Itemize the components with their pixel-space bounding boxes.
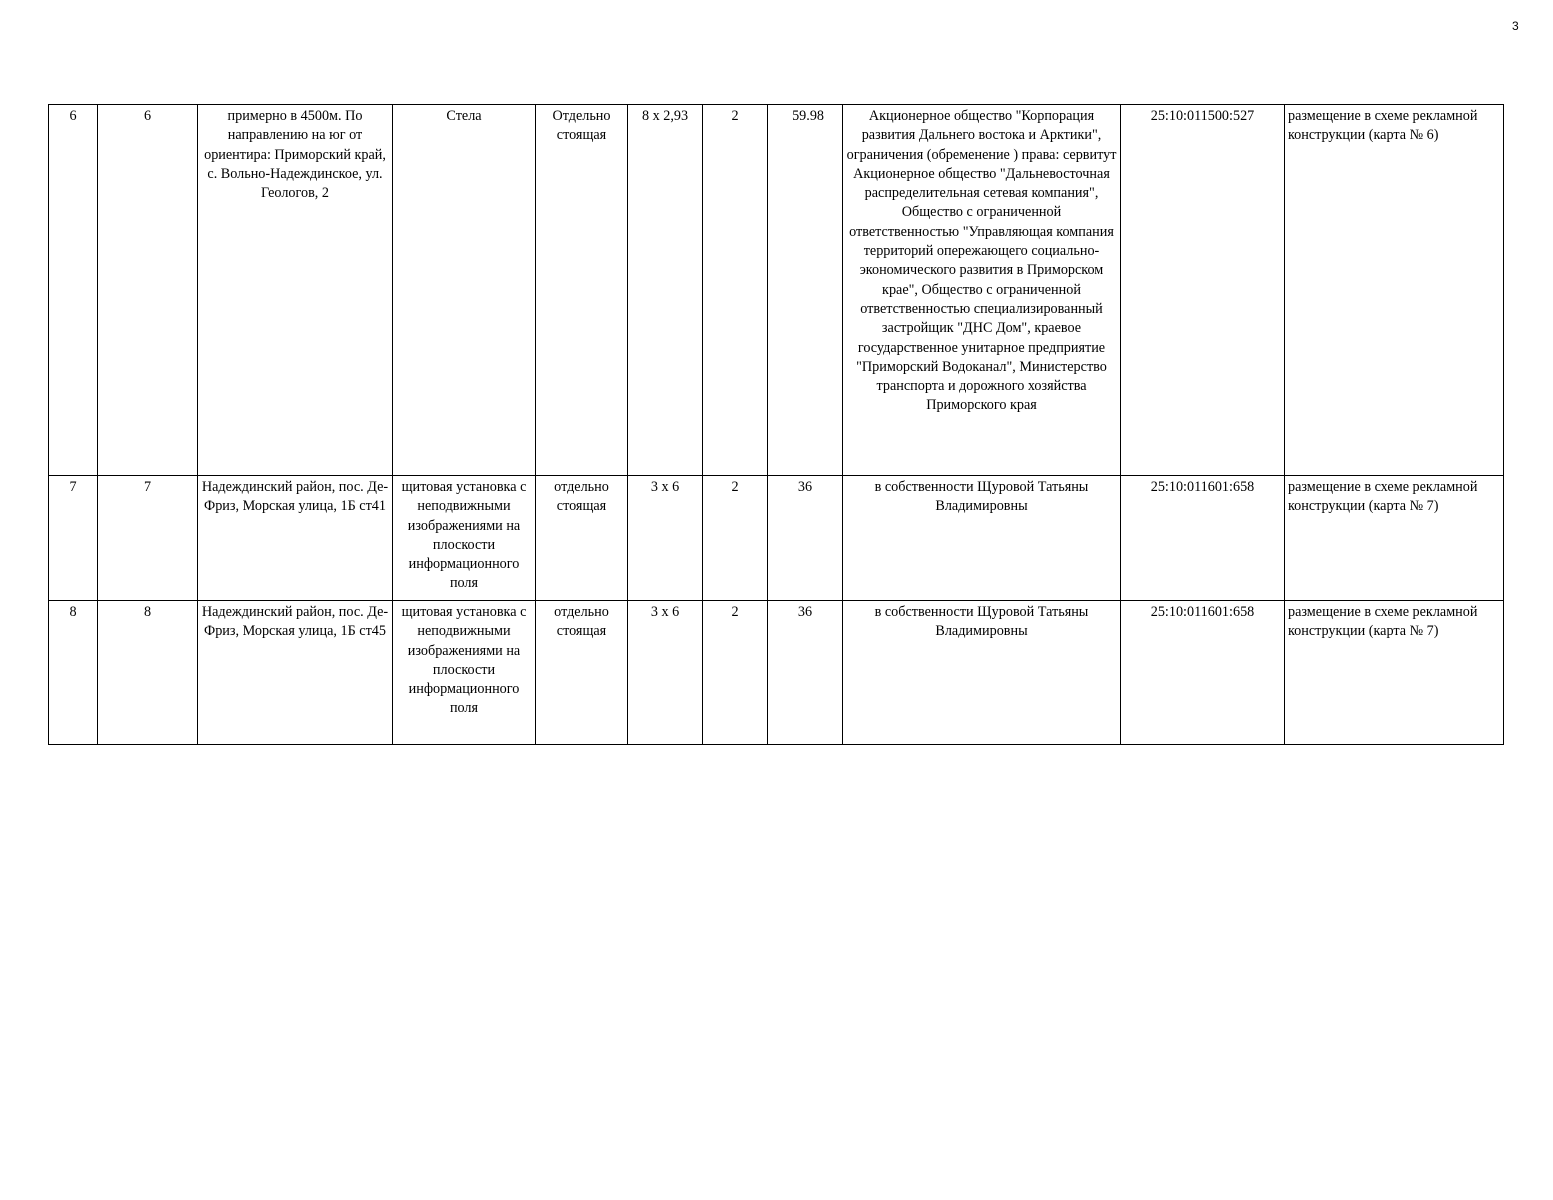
- address-cell: примерно в 4500м. По направлению на юг от ориентира: Приморский край, с. Вольно-Надеждинское, ул. Геологов, 2: [198, 105, 393, 476]
- row-number-cell: 8: [49, 601, 98, 745]
- owner-cell: в собственности Щуровой Татьяны Владимировны: [843, 601, 1121, 745]
- table-row: [49, 476, 1504, 601]
- cadastral-number-cell: 25:10:011601:658: [1121, 476, 1285, 601]
- owner-cell: Акционерное общество "Корпорация развития Дальнего востока и Арктики", ограничения (обременение ) права: сервитут Акционерное общество "Дальневосточная распределительная сетевая компания", Общество с ограниченной ответственностью "Управляющая компания территорий опережающего социально-экономического развития в Приморском крае", Общество с ограниченной ответственностью специализированный застройщик "ДНС Дом", краевое государственное унитарное предприятие "Приморский Водоканал", Министерство транспорта и дорожного хозяйства Приморского края: [843, 105, 1121, 476]
- row-number-cell: 7: [49, 476, 98, 601]
- table-row: [49, 105, 1504, 476]
- advertising-structures-table: [48, 104, 1504, 745]
- size-cell: 3 х 6: [628, 476, 703, 601]
- sides-cell: 2: [703, 476, 768, 601]
- structure-type-cell: щитовая установка с неподвижными изображениями на плоскости информационного поля: [393, 476, 536, 601]
- structure-type-cell: Стела: [393, 105, 536, 476]
- page-number: 3: [1512, 19, 1519, 33]
- address-cell: Надеждинский район, пос. Де-Фриз, Морская улица, 1Б ст41: [198, 476, 393, 601]
- area-cell: 36: [768, 601, 843, 745]
- sides-cell: 2: [703, 601, 768, 745]
- area-cell: 36: [768, 476, 843, 601]
- note-cell: размещение в схеме рекламной конструкции (карта № 7): [1285, 601, 1504, 745]
- table-row: [49, 601, 1504, 745]
- scheme-number-cell: 6: [98, 105, 198, 476]
- address-cell: Надеждинский район, пос. Де-Фриз, Морская улица, 1Б ст45: [198, 601, 393, 745]
- note-cell: размещение в схеме рекламной конструкции (карта № 6): [1285, 105, 1504, 476]
- cadastral-number-cell: 25:10:011500:527: [1121, 105, 1285, 476]
- placement-cell: Отдельно стоящая: [536, 105, 628, 476]
- scheme-number-cell: 7: [98, 476, 198, 601]
- area-cell: 59.98: [768, 105, 843, 476]
- placement-cell: отдельно стоящая: [536, 601, 628, 745]
- placement-cell: отдельно стоящая: [536, 476, 628, 601]
- sides-cell: 2: [703, 105, 768, 476]
- size-cell: 8 х 2,93: [628, 105, 703, 476]
- row-number-cell: 6: [49, 105, 98, 476]
- note-cell: размещение в схеме рекламной конструкции (карта № 7): [1285, 476, 1504, 601]
- cadastral-number-cell: 25:10:011601:658: [1121, 601, 1285, 745]
- structure-type-cell: щитовая установка с неподвижными изображениями на плоскости информационного поля: [393, 601, 536, 745]
- size-cell: 3 х 6: [628, 601, 703, 745]
- owner-cell: в собственности Щуровой Татьяны Владимировны: [843, 476, 1121, 601]
- scheme-number-cell: 8: [98, 601, 198, 745]
